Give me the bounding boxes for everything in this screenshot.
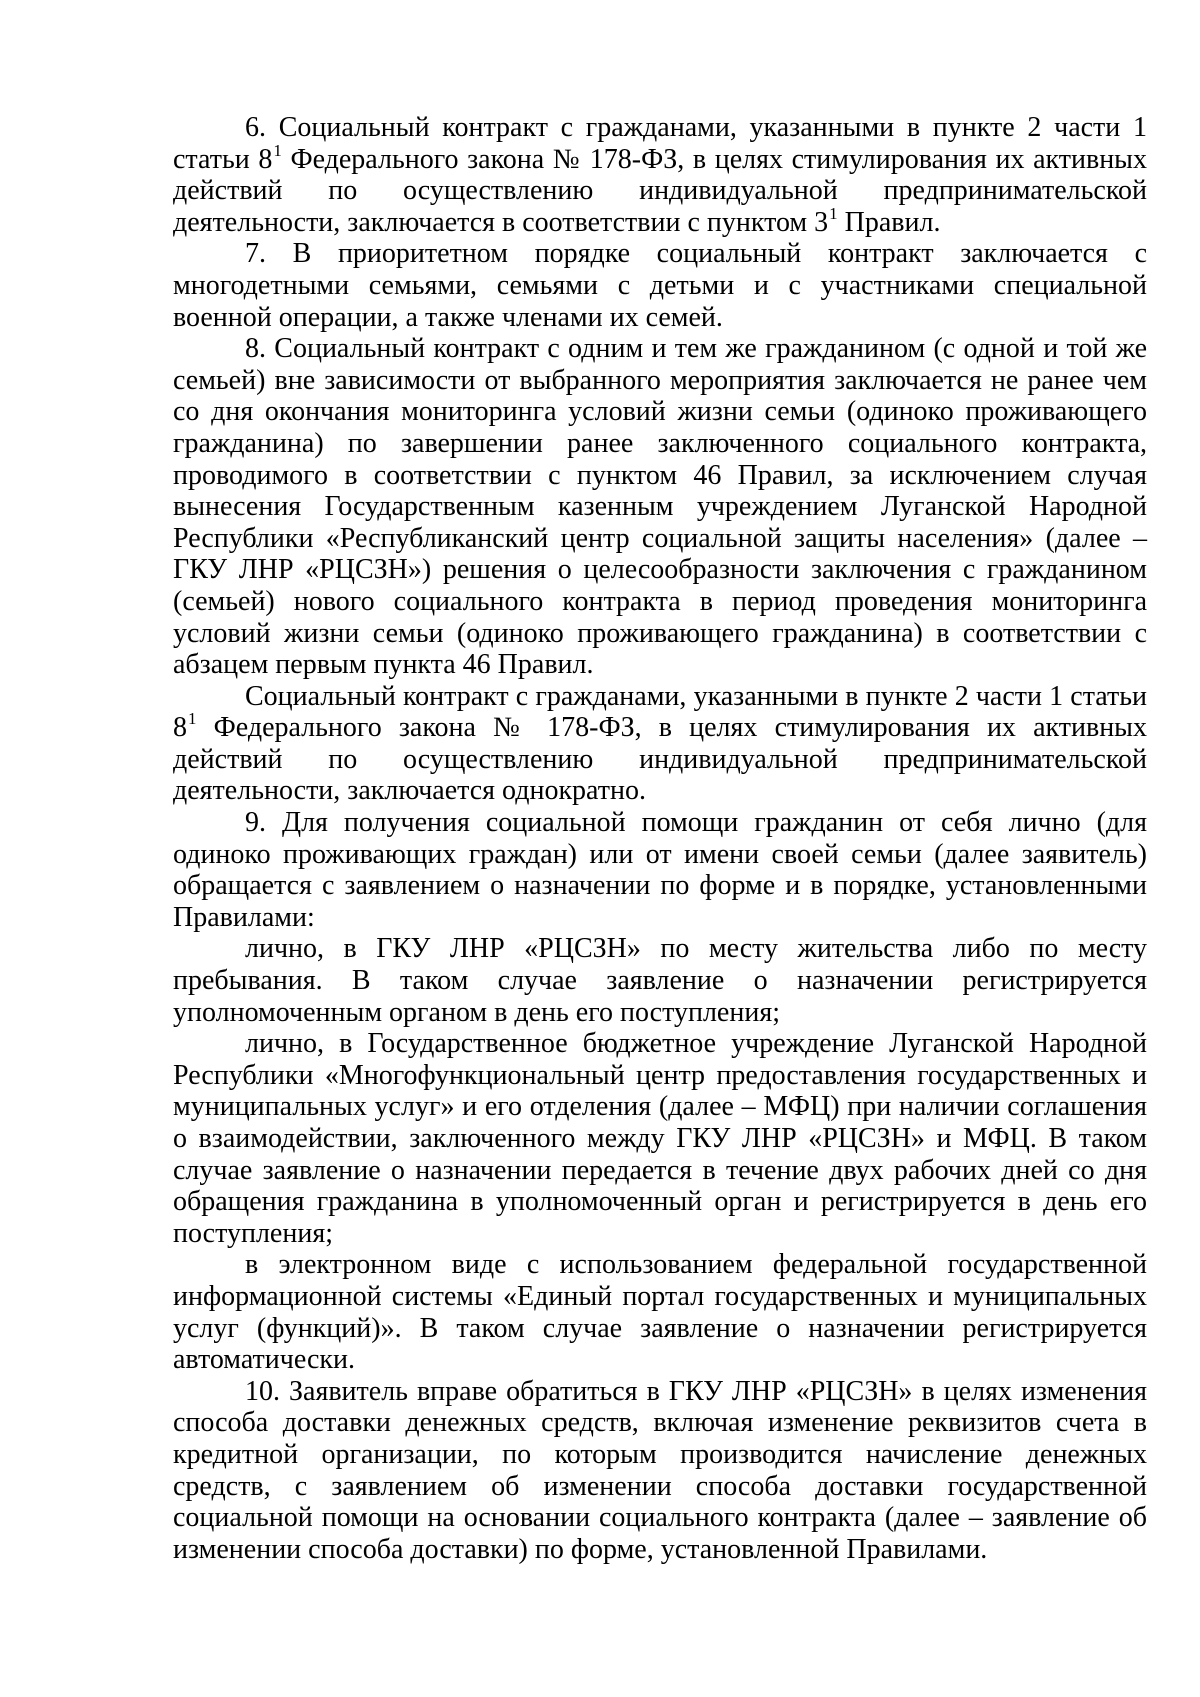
superscript: 1 (188, 709, 197, 729)
paragraph-7 (173, 238, 1147, 333)
text-run: 8. Социальный контракт с одним и тем же гражданином (с одной и той же семьей) вне зависимости от выбранного мероприятия заключается не ранее чем со дня окончания мониторинга условий жизни семьи (одиноко проживающего гражданина) по завершении ранее заключенного социального контракта, проводимого в соответствии с пунктом 46 Правил, за исключением случая вынесения Государственным казенным учреждением Луганской Народной Республики «Республиканский центр социальной защиты населения» (далее – ГКУ ЛНР «РЦСЗН») решения о целесообразности заключения с гражданином (семьей) нового социального контракта в период проведения мониторинга условий жизни семьи (одиноко проживающего гражданина) в соответствии с абзацем первым пункта 46 Правил. (173, 333, 1147, 681)
text-run: в электронном виде с использованием федеральной государственной информационной системы «Единый портал государственных и муниципальных услуг (функций)». В таком случае заявление о назначении регистрируется автоматически. (173, 1249, 1147, 1376)
text-run: 7. В приоритетном порядке социальный контракт заключается с многодетными семьями, семьями с детьми и с участниками специальной военной операции, а также членами их семей. (173, 238, 1147, 333)
text-run: Правил. (837, 206, 941, 238)
text-run: Федерального закона № 178-ФЗ, в целях стимулирования их активных действий по осуществлению индивидуальной предпринимательской деятельности, заключается однократно. (173, 712, 1147, 807)
superscript: 1 (829, 203, 838, 223)
text-run: лично, в Государственное бюджетное учреждение Луганской Народной Республики «Многофункциональный центр предоставления государственных и муниципальных услуг» и его отделения (далее – МФЦ) при наличии соглашения о взаимодействии, заключенного между ГКУ ЛНР «РЦСЗН» и МФЦ. В таком случае заявление о назначении передается в течение двух рабочих дней со дня обращения гражданина в уполномоченный орган и регистрируется в день его поступления; (173, 1028, 1147, 1249)
paragraph-9-option-electronic (173, 1249, 1147, 1375)
paragraph-9-option-mfc (173, 1028, 1147, 1249)
text-run: 6. Социальный контракт с гражданами, указанными в пункте 2 части 1 статьи 8 (173, 112, 1147, 175)
text-run: Федерального закона № 178-ФЗ, в целях стимулирования их активных действий по осуществлению индивидуальной предпринимательской деятельности, заключается в соответствии с пунктом 3 (173, 143, 1147, 238)
text-run: 10. Заявитель вправе обратиться в ГКУ ЛНР «РЦСЗН» в целях изменения способа доставки денежных средств, включая изменение реквизитов счета в кредитной организации, по которым производится начисление денежных средств, с заявлением об изменении способа доставки государственной социальной помощи на основании социального контракта (далее – заявление об изменении способа доставки) по форме, установленной Правилами. (173, 1375, 1147, 1565)
paragraph-10 (173, 1376, 1147, 1566)
superscript: 1 (273, 140, 282, 160)
paragraph-9 (173, 807, 1147, 933)
text-run: 9. Для получения социальной помощи гражданин от себя лично (для одиноко проживающих граждан) или от имени своей семьи (далее заявитель) обращается с заявлением о назначении по форме и в порядке, установленными Правилами: (173, 807, 1147, 933)
text-run: Социальный контракт с гражданами, указанными в пункте 2 части 1 статьи 8 (173, 680, 1147, 744)
paragraph-8-second (173, 681, 1147, 807)
text-run: лично, в ГКУ ЛНР «РЦСЗН» по месту жительства либо по месту пребывания. В таком случае заявление о назначении регистрируется уполномоченным органом в день его поступления; (173, 933, 1147, 1028)
paragraph-8 (173, 333, 1147, 681)
document-page (173, 112, 1147, 1565)
paragraph-9-option-rcszn (173, 933, 1147, 1028)
paragraph-6 (173, 112, 1147, 238)
